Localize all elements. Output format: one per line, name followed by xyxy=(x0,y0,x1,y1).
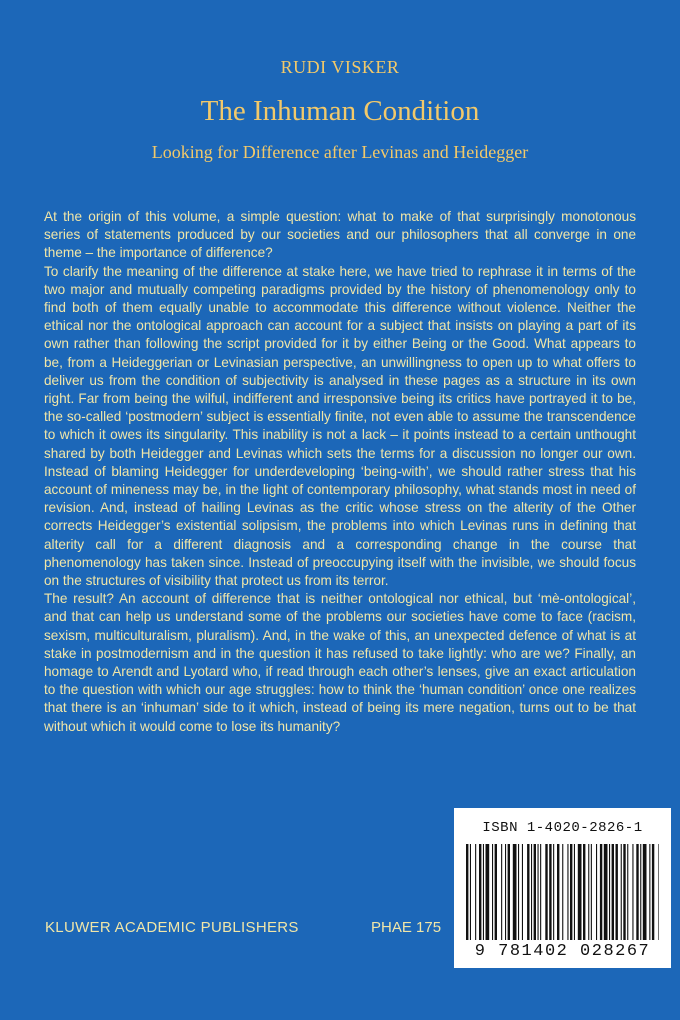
barcode-bar xyxy=(527,844,529,940)
barcode-bar xyxy=(540,844,541,940)
series-number: PHAE 175 xyxy=(371,919,442,936)
book-title: The Inhuman Condition xyxy=(200,95,480,127)
barcode-bar xyxy=(470,844,471,940)
barcode-bar xyxy=(483,844,484,940)
barcode-bar xyxy=(612,844,614,940)
barcode-bar xyxy=(588,844,589,940)
barcode-bar xyxy=(574,844,575,940)
book-subtitle: Looking for Difference after Levinas and Heidegger xyxy=(151,142,529,162)
barcode-bar xyxy=(479,844,481,940)
barcode-bar xyxy=(591,844,592,940)
barcode-bar xyxy=(583,844,585,940)
barcode-bar xyxy=(600,844,602,940)
publisher-name: KLUWER ACADEMIC PUBLISHERS xyxy=(45,919,299,936)
barcode-bar xyxy=(658,844,659,940)
barcode-panel xyxy=(454,808,671,968)
barcode-bar xyxy=(545,844,547,940)
barcode-bar xyxy=(643,844,647,940)
barcode-bar xyxy=(632,844,633,940)
barcode-bar xyxy=(609,844,610,940)
barcode-bar xyxy=(553,844,554,940)
barcode-bar xyxy=(649,844,650,940)
isbn-label: ISBN 1-4020-2826-1 xyxy=(482,820,643,836)
blurb-text xyxy=(44,208,636,736)
barcode-bar xyxy=(518,844,519,940)
barcode-bar xyxy=(549,844,551,940)
barcode-bar xyxy=(522,844,523,940)
barcode-bar xyxy=(562,844,563,940)
barcode-bar xyxy=(538,844,539,940)
author-name: RUDI VISKER xyxy=(280,57,400,77)
barcode-bar xyxy=(616,844,618,940)
barcode-bar xyxy=(534,844,536,940)
barcode-bar xyxy=(636,844,638,940)
barcode-bar xyxy=(475,844,476,940)
barcode-bars xyxy=(466,844,659,940)
barcode-bar xyxy=(640,844,641,940)
barcode-bar xyxy=(486,844,490,940)
blurb-paragraph: The result? An account of difference that is neither ontological nor ethical, but ‘mè-ontological’, and that can help us understand some of the problems our societies have come to face (racism, sexism, multiculturalism, pluralism). And, in the wake of this, an unexpected defence of what is at stake in postmodernism and in the question it has refused to take lightly: who are we? Finally, an homage to Arendt and Lyotard who, if read through each other’s lenses, give an exact articulation to the question with which our age struggles: how to think the ‘human condition’ once one realizes that there is an ‘inhuman’ side to it which, instead of being its mere negation, turns out to be that without which it would come to lose its humanity? xyxy=(44,591,636,734)
barcode-bar xyxy=(652,844,654,940)
barcode-bar xyxy=(501,844,502,940)
barcode-bar xyxy=(567,844,568,940)
barcode-bar xyxy=(570,844,572,940)
barcode-bar xyxy=(627,844,628,940)
barcode-bar xyxy=(508,844,510,940)
barcode-bar xyxy=(604,844,608,940)
barcode-bar xyxy=(531,844,532,940)
barcode-bar xyxy=(466,844,468,940)
blurb-paragraph: To clarify the meaning of the difference at stake here, we have tried to rephrase it in terms of the two major and mutually competing paradigms provided by the history of phenomenology only to find both of them equally unable to accommodate this difference without violence. Neither the ethical nor the ontological approach can account for a subject that insists on playing a part of its own rather than following the script provided for it by either Being or the Good. What appears to be, from a Heideggerian or Levinasian perspective, an unwillingness to open up to what offers to deliver us from the condition of subjectivity is analysed in these pages as a structure in its own right. Far from being the wilful, indifferent and irresponsive being its critics have portrayed it to be, the so-called ‘postmodern’ subject is essentially finite, not even able to assume the transcendence to which it owes its singularity. This inability is not a lack – it points instead to a certain unthought shared by both Heidegger and Levinas which sets the terms for a discussion no longer our own. Instead of blaming Heidegger for underdeveloping ‘being-with’, we should rather stress that his account of mineness may be, in the light of contemporary philosophy, what stands most in need of revision. And, instead of hailing Levinas as the critic whose stress on the alterity of the Other corrects Heidegger’s existential solipsism, the problems into which Levinas runs in defining that alterity call for a different diagnosis and a corresponding change in the course that phenomenology has taken since. Instead of preoccupying itself with the invisible, we should focus on the structures of visibility that protect us from its terror. xyxy=(44,263,636,589)
ean-digits: 9 781402 028267 xyxy=(474,942,651,961)
barcode-bar xyxy=(492,844,493,940)
blurb-paragraph: At the origin of this volume, a simple question: what to make of that surprisingly monotonous series of statements produced by our societies and our philosophers that all converge in one theme – the importance of difference? xyxy=(44,209,636,261)
barcode-bar xyxy=(495,844,497,940)
barcode-bar xyxy=(513,844,517,940)
barcode-bar xyxy=(557,844,559,940)
barcode-bar xyxy=(578,844,582,940)
barcode-bar xyxy=(505,844,506,940)
barcode-bar xyxy=(621,844,622,940)
barcode-bar xyxy=(623,844,625,940)
barcode-bar xyxy=(596,844,597,940)
